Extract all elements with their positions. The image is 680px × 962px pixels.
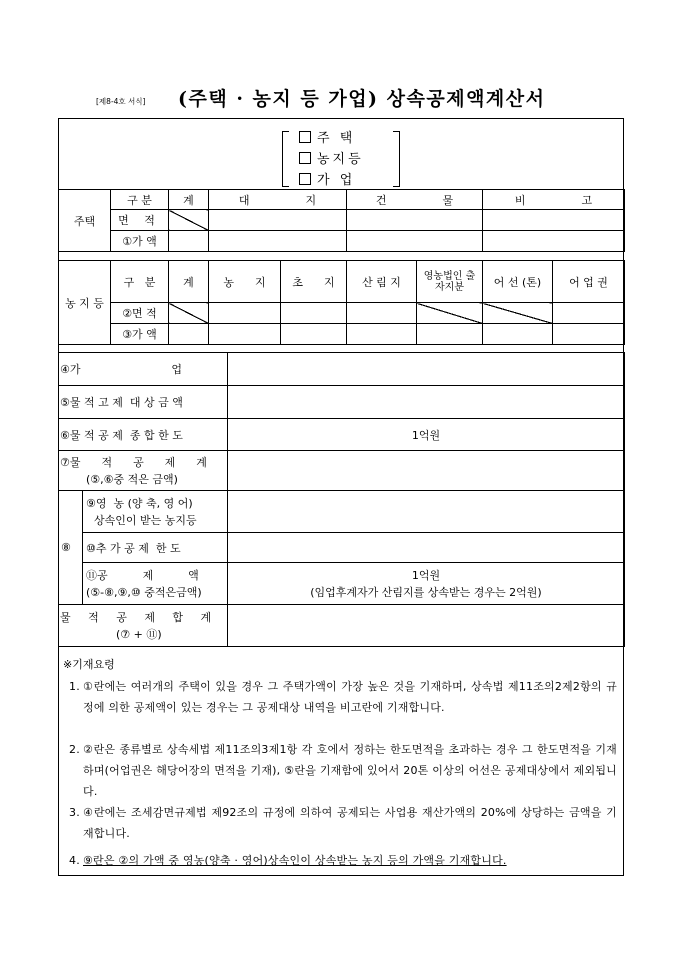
header-fishing-rights: 어 업 권: [553, 261, 625, 303]
header-category: 구 분: [111, 261, 169, 303]
farming-label: ⑨영 농 (양 축, 영 어) 상속인이 받는 농지등: [83, 491, 228, 533]
header-forest: 산 림 지: [347, 261, 417, 303]
header-building: 건 물: [347, 190, 483, 210]
note-1: 1. ①란에는 여러개의 주택이 있을 경우 그 주택가액이 가장 높은 것을 기재하며, 상속법 제11조의2제2항의 규정에 의한 공제액이 있는 경우는 그 공제대상 내역을 비고란에 기재합니다.: [69, 680, 617, 714]
header-land: 대 지: [209, 190, 347, 210]
housing-area-remarks[interactable]: [483, 210, 625, 231]
row-area-label: ②면 적: [111, 303, 169, 324]
business-value[interactable]: [228, 353, 625, 386]
farmland-table: [58, 260, 625, 345]
deduction-label: ⑦물 적 공 제 계 (⑤,⑥중 적은 금액): [59, 451, 228, 491]
form-title: (주택 · 농지 등 가업) 상속공제액계산서: [178, 88, 546, 110]
header-remarks: 비 고: [483, 190, 625, 210]
checkbox-icon[interactable]: [299, 131, 311, 143]
farmland-value-shares[interactable]: [417, 324, 483, 345]
limit-label: ⑥물 적 공 제 종 합 한 도: [59, 419, 228, 451]
housing-value-building[interactable]: [347, 231, 483, 252]
header-category: 구 분: [111, 190, 169, 210]
row-area-label: 면 적: [111, 210, 169, 231]
header-fishing-boat: 어 선 (톤): [483, 261, 553, 303]
header-total: 계: [169, 190, 209, 210]
farmland-area-rights[interactable]: [553, 303, 625, 324]
diagonal-cell: [169, 303, 209, 324]
type-selection: [59, 122, 623, 188]
note-2: 2. ②란은 종류별로 상속세법 제11조의3제1항 각 호에서 정하는 한도면적을 초과하는 경우 그 한도면적을 기재하며(어업권은 해당어장의 면적을 기재), ⑤란을 기재함에 있어서 20톤 이상의 어선은 공제대상에서 제외됩니다.: [69, 743, 617, 798]
target-label: ⑤물 적 고 제 대 상 금 액: [59, 386, 228, 419]
farmland-value-rights[interactable]: [553, 324, 625, 345]
total-label: 물 적 공 제 합 계 (⑦ + ⑪): [59, 605, 228, 647]
limit-value: 1억원: [228, 419, 625, 451]
farmland-value-boat[interactable]: [483, 324, 553, 345]
row-value-label: ①가 액: [111, 231, 169, 252]
business-label: ④가 업: [59, 353, 228, 386]
farmland-area-farm[interactable]: [209, 303, 281, 324]
items-table: [58, 352, 625, 647]
diagonal-cell: [169, 210, 209, 231]
housing-label: 주택: [59, 190, 111, 252]
farmland-value-farm[interactable]: [209, 324, 281, 345]
housing-value-remarks[interactable]: [483, 231, 625, 252]
checkbox-farmland[interactable]: 농지등: [299, 148, 364, 167]
additional-value[interactable]: [228, 533, 625, 563]
housing-value-land[interactable]: [209, 231, 347, 252]
deduction2-label: ⑪공 제 액 (⑤-⑧,⑨,⑩ 중적은금액): [83, 563, 228, 605]
section8-label: ⑧: [59, 491, 83, 605]
form-frame: [58, 118, 624, 876]
housing-area-land[interactable]: [209, 210, 347, 231]
diagonal-cell: [417, 303, 483, 324]
housing-area-building[interactable]: [347, 210, 483, 231]
housing-table: [58, 189, 625, 252]
note-4: 4. ⑨란은 ②의 가액 중 영농(양축 · 영어)상속인이 상속받는 농지 등의 가액을 기재합니다.: [69, 854, 507, 867]
bracket-right: [393, 131, 400, 187]
header-farm-corp-shares: 영농법인 출자지분: [417, 261, 483, 303]
additional-label: ⑩추 가 공 제 한 도: [83, 533, 228, 563]
form-number: [제8-4호 서식]: [96, 97, 146, 106]
row-value-label: ③가 액: [111, 324, 169, 345]
checkbox-icon[interactable]: [299, 152, 311, 164]
header-farmland: 농 지: [209, 261, 281, 303]
note-3: 3. ④란에는 조세감면규제법 제92조의 규정에 의하여 공제되는 사업용 재산가액의 20%에 상당하는 금액을 기재합니다.: [69, 806, 617, 840]
deduction-value[interactable]: [228, 451, 625, 491]
form-header: [96, 84, 616, 114]
farmland-value-total[interactable]: [169, 324, 209, 345]
notes-heading: ※기재요령: [63, 658, 115, 671]
farmland-value-grass[interactable]: [281, 324, 347, 345]
farmland-area-forest[interactable]: [347, 303, 417, 324]
header-grassland: 초 지: [281, 261, 347, 303]
target-value[interactable]: [228, 386, 625, 419]
farming-value[interactable]: [228, 491, 625, 533]
checkbox-housing[interactable]: 주 택: [299, 127, 355, 146]
checkbox-business[interactable]: 가 업: [299, 169, 355, 188]
farmland-value-forest[interactable]: [347, 324, 417, 345]
deduction2-value: 1억원 (임업후계자가 산림지를 상속받는 경우는 2억원): [228, 563, 625, 605]
total-value[interactable]: [228, 605, 625, 647]
farmland-area-grass[interactable]: [281, 303, 347, 324]
farmland-label: 농 지 등: [59, 261, 111, 345]
bracket-left: [282, 131, 289, 187]
checkbox-icon[interactable]: [299, 173, 311, 185]
header-total: 계: [169, 261, 209, 303]
diagonal-cell: [483, 303, 553, 324]
housing-value-total[interactable]: [169, 231, 209, 252]
